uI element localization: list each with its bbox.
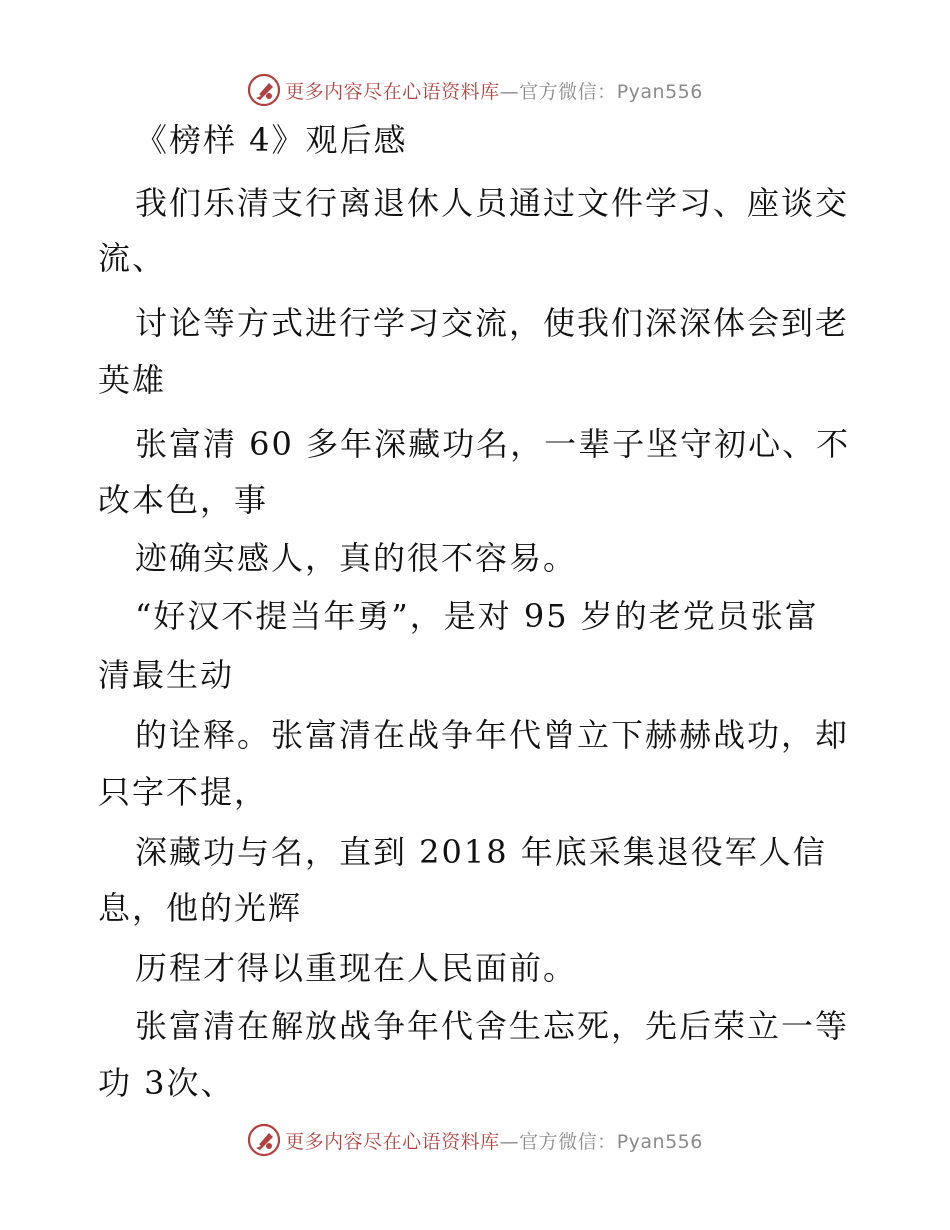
- paragraph-line: 张富清在解放战争年代舍生忘死，先后荣立一等: [135, 1007, 850, 1045]
- paragraph-line: “好汉不提当年勇”，是对 95 岁的老党员张富: [135, 597, 819, 635]
- header-watermark: [0, 70, 950, 110]
- watermark-account: Pyan556: [616, 80, 703, 103]
- watermark-separator: —: [499, 1130, 520, 1153]
- pen-nib-logo-icon: [247, 1123, 281, 1157]
- paragraph-line: 英雄: [98, 361, 167, 399]
- paragraph-line: 张富清 60 多年深藏功名，一辈子坚守初心、不: [135, 425, 851, 463]
- paragraph-line: 我们乐清支行离退休人员通过文件学习、座谈交: [135, 184, 850, 222]
- paragraph-line: 的诠释。张富清在战争年代曾立下赫赫战功，却: [135, 716, 850, 754]
- paragraph-line: 清最生动: [98, 656, 235, 694]
- watermark-text: [285, 77, 703, 104]
- paragraph-line: 讨论等方式进行学习交流，使我们深深体会到老: [135, 304, 850, 342]
- paragraph-line: 改本色，事: [98, 481, 269, 519]
- watermark-red-text: 更多内容尽在心语资料库: [285, 80, 500, 103]
- watermark-gray-text: 官方微信：: [519, 1130, 617, 1153]
- paragraph-line: 息，他的光辉: [98, 889, 303, 927]
- pen-nib-logo-icon: [247, 73, 281, 107]
- footer-watermark: [0, 1120, 950, 1160]
- paragraph-line: 深藏功与名，直到 2018 年底采集退役军人信: [135, 833, 827, 871]
- paragraph-line: 迹确实感人，真的很不容易。: [135, 539, 578, 577]
- paragraph-line: 只字不提，: [98, 773, 269, 811]
- watermark-separator: —: [499, 80, 520, 103]
- paragraph-line: 功 3次、: [98, 1064, 235, 1102]
- paragraph-line: 历程才得以重现在人民面前。: [135, 949, 578, 987]
- watermark-red-text: 更多内容尽在心语资料库: [285, 1130, 500, 1153]
- watermark-text: [285, 1127, 703, 1154]
- document-title: 《榜样 4》观后感: [135, 121, 408, 159]
- watermark-account: Pyan556: [616, 1130, 703, 1153]
- watermark-gray-text: 官方微信：: [519, 80, 617, 103]
- paragraph-line: 流、: [98, 239, 167, 277]
